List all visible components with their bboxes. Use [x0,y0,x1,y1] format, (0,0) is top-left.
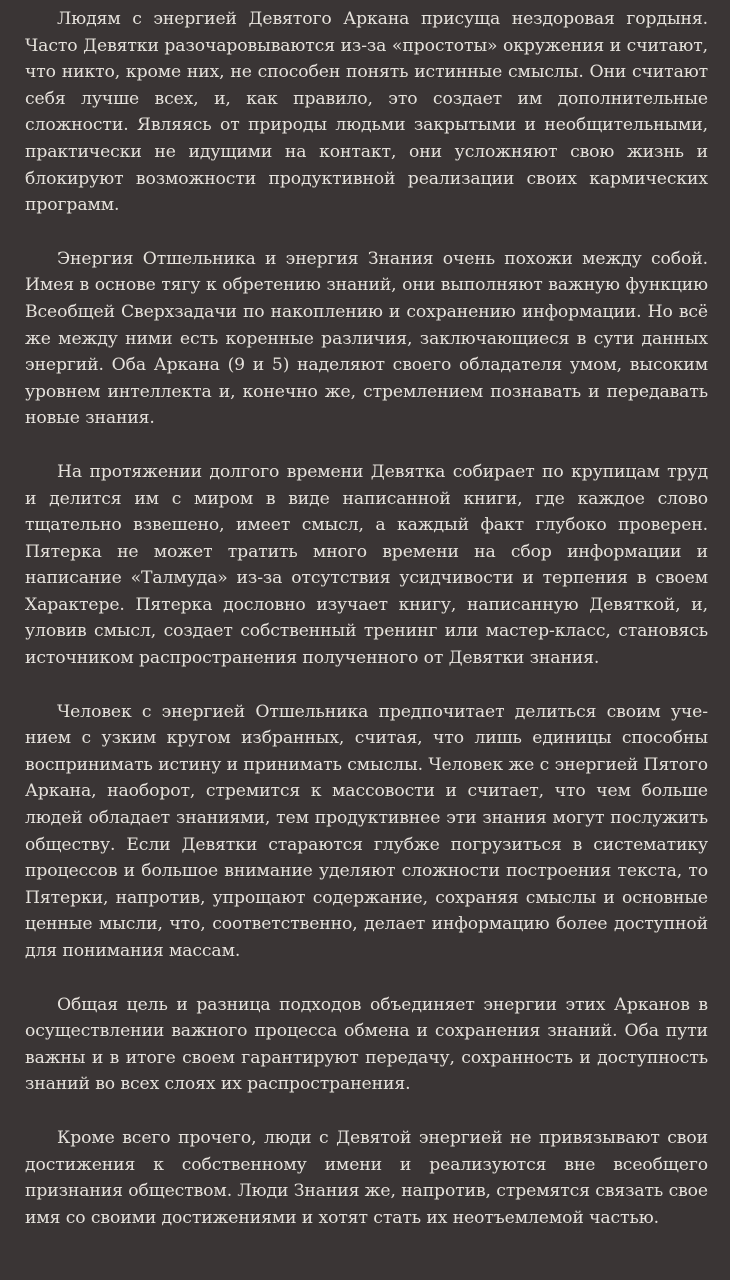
paragraph-1: Людям с энергией Девятого Аркана присуща нездоровая гордыня. Часто Девятки разочаровываются из-за «простоты» окружения и считают, что никто, кроме них, не способен понять истинные смыслы. Они считают себя лучше всех, и, как правило, это создает им дополнительные сложности. Являясь от природы людьми закрытыми и необщительными, практически не идущими на контакт, они усложняют свою жизнь и блокируют возможности продуктивной реализации своих кармических программ. [25,9,708,216]
paragraph-2: Энергия Отшельника и энергия Знания очень похожи между собой. Имея в основе тягу к обретению знаний, они выполняют важную функцию Всеобщей Сверхзадачи по накоплению и сохранению информации. Но всё же между ними есть коренные различия, заключающиеся в сути данных энергий. Оба Аркана (9 и 5) наделяют своего обладателя умом, высоким уровнем интеллекта и, конечно же, стремлением познавать и передавать новые знания. [25,248,708,429]
paragraph-5: Общая цель и разница подходов объединяет энергии этих Арканов в осуществлении важного процесса обмена и сохранения знаний. Оба пути важны и в итоге своем гарантируют передачу, сохранность и доступность знаний во всех слоях их распространения. [25,994,708,1095]
paragraph-4: Человек с энергией Отшельника предпочитает делиться своим учением с узким кругом избранных, считая, что лишь единицы способны воспринимать истину и принимать смыслы. Человек же с энергией Пятого Аркана, наоборот, стремится к массовости и считает, что чем больше людей обладает знаниями, тем продуктивнее эти знания могут послужить обществу. Если Девятки стараются глубже погрузиться в систематику процессов и большое внимание уделяют сложности построения текста, то Пятерки, напротив, упрощают содержание, сохраняя смыслы и основные ценные мысли, что, соответственно, делает информацию более доступной для понимания массам. [25,701,708,961]
paragraph-3: На протяжении долгого времени Девятка собирает по крупицам труд и делится им с миром в виде написанной книги, где каждое слово тщательно взвешено, имеет смысл, а каждый факт глубоко проверен. Пятерка не может тратить много времени на сбор информации и написание «Талмуда» из-за отсутствия усидчивости и терпения в своем Характере. Пятерка дословно изучает книгу, написанную Девяткой, и, уловив смысл, создает собственный тренинг или мастер-класс, становясь источником распространения полученного от Девятки знания. [25,461,708,669]
paragraph-6: Кроме всего прочего, люди с Девятой энергией не привязывают свои достижения к собственному имени и реализуются вне всеобщего признания обществом. Люди Знания же, напротив, стремятся связать свое имя со своими достижениями и хотят стать их неотъемлемой частью. [25,1127,708,1228]
